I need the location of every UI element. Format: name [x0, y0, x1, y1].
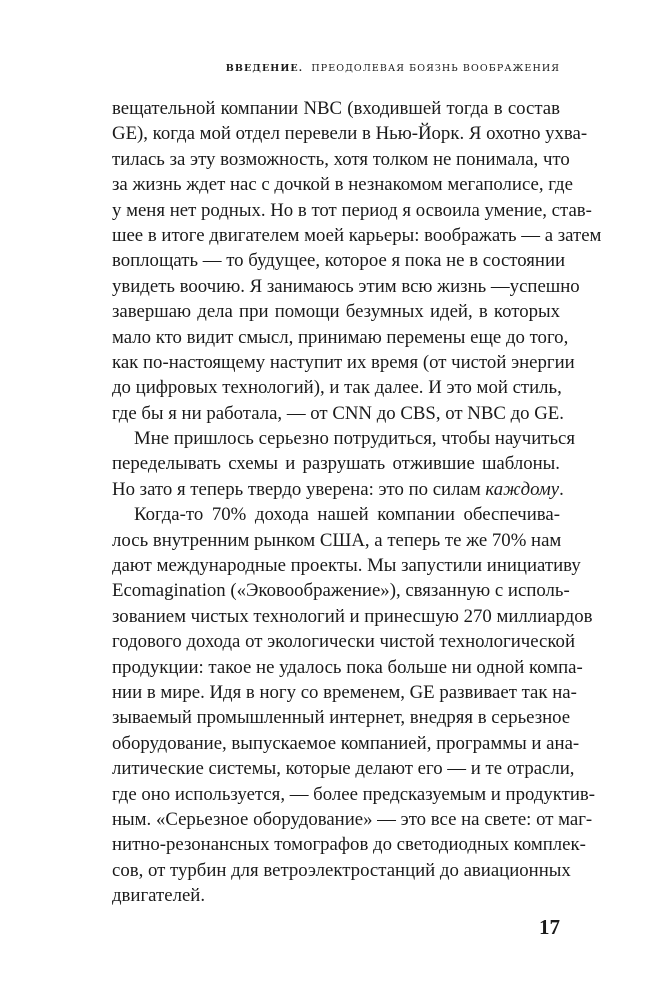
- text-line: годового дохода от экологически чистой технологической: [112, 631, 575, 653]
- text-line: нитно-резонансных томографов до светодиодных комплек-: [112, 834, 586, 856]
- text-line: ным. «Серьезное оборудование» — это все на свете: от маг-: [112, 808, 593, 830]
- text-line: сов, от турбин для ветроэлектростанций до авиационных: [112, 859, 571, 881]
- running-head-chapter-label: ВВЕДЕНИЕ.: [225, 63, 304, 74]
- text-line: оборудование, выпускаемое компанией, программы и ана-: [112, 732, 580, 754]
- text-line: литические системы, которые делают его — и те отрасли,: [112, 758, 575, 780]
- text-line: [112, 477, 564, 502]
- paragraph-2: [112, 426, 576, 502]
- text-line: Ecomagination («Эковоображение»), связанную с исполь-: [112, 580, 570, 602]
- text-line: мало кто видит смысл, принимаю перемены еще до того,: [112, 326, 569, 348]
- text-line: до цифровых технологий), и так далее. И это мой стиль,: [112, 377, 562, 399]
- text-line: вещательной компании NBC (входившей тогда в состав: [112, 98, 560, 119]
- text-line: за жизнь ждет нас с дочкой в незнакомом мегаполисе, где: [112, 174, 573, 196]
- emphasis-text: каждому: [485, 478, 560, 500]
- text-line: GE), когда мой отдел перевели в Нью-Йорк. Я охотно ухва-: [112, 123, 588, 145]
- text-line: завершаю дела при помощи безумных идей, в которых: [112, 301, 560, 323]
- text-line: продукции: такое не удалось пока больше ни одной компа-: [112, 656, 583, 678]
- text-line: переделывать схемы и разрушать отжившие шаблоны.: [112, 453, 560, 475]
- running-head: [226, 63, 560, 74]
- text-line: где оно используется, — более предсказуемым и продуктив-: [112, 783, 596, 805]
- text-line: как по-настоящему наступит их время (от чистой энергии: [112, 351, 575, 373]
- text-line: лось внутренним рынком США, а теперь те же 70% нам: [112, 529, 562, 551]
- text-line: шее в итоге двигателем моей карьеры: воображать — а затем: [112, 224, 602, 246]
- page-number: 17: [539, 915, 560, 939]
- body-text: [112, 96, 602, 909]
- paragraph-3: [112, 502, 596, 908]
- text-line: где бы я ни работала, — от CNN до CBS, от NBC до GE.: [112, 402, 564, 424]
- text-line: у меня нет родных. Но в тот период я освоила умение, став-: [112, 199, 592, 221]
- text-line: зованием чистых технологий и принесшую 270 миллиардов: [112, 605, 593, 627]
- text-line: Когда-то 70% дохода нашей компании обеспечива-: [134, 504, 560, 526]
- text-line: воплощать — то будущее, которое я пока не в состоянии: [112, 250, 566, 272]
- paragraph-1: [112, 96, 602, 426]
- text-run: .: [559, 478, 564, 500]
- text-line: увидеть воочию. Я занимаюсь этим всю жизнь —успешно: [112, 275, 580, 297]
- text-line: дают международные проекты. Мы запустили инициативу: [112, 555, 581, 577]
- text-line: зываемый промышленный интернет, внедряя в серьезное: [112, 707, 571, 729]
- text-line: двигателей.: [112, 885, 206, 907]
- running-head-chapter-title: ПРЕОДОЛЕВАЯ БОЯЗНЬ ВООБРАЖЕНИЯ: [311, 63, 560, 74]
- text-line: нии в мире. Идя в ногу со временем, GE развивает так на-: [112, 681, 577, 703]
- text-line: тилась за эту возможность, хотя толком не понимала, что: [112, 148, 570, 170]
- text-line: Мне пришлось серьезно потрудиться, чтобы научиться: [134, 428, 576, 450]
- text-run: Но зато я теперь твердо уверена: это по силам: [112, 478, 486, 500]
